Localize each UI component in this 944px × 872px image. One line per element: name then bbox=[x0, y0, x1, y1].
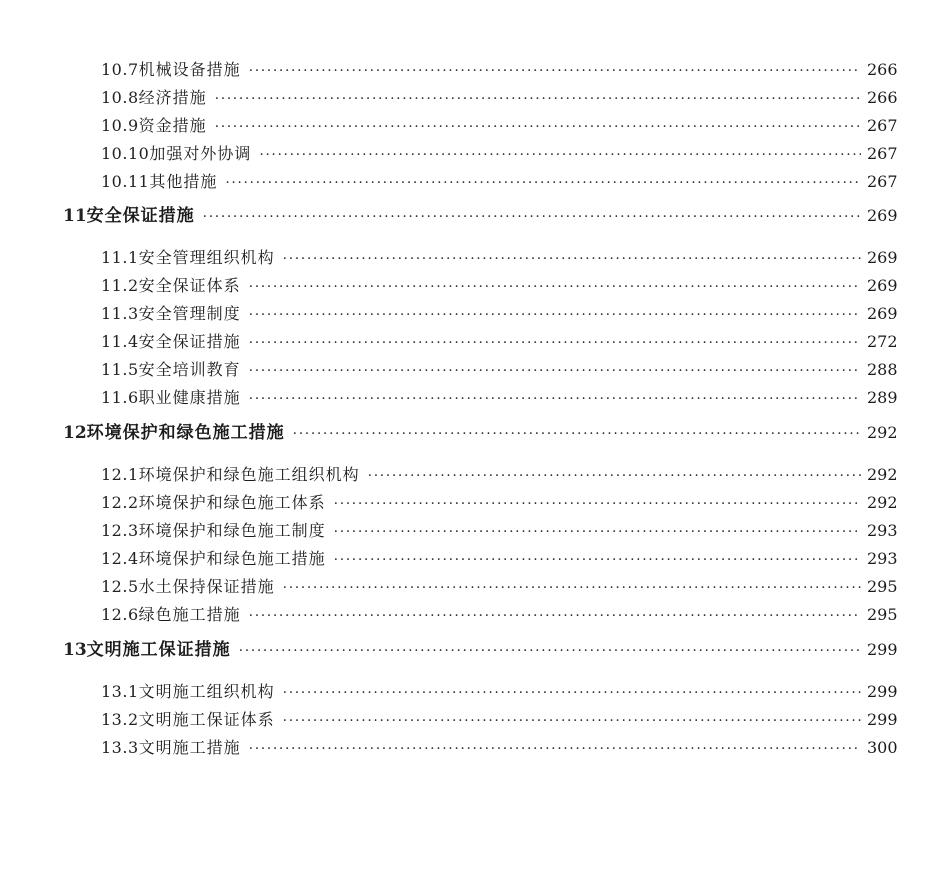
page-number: 269 bbox=[867, 206, 898, 225]
section-number: 12.1 bbox=[101, 465, 139, 484]
page-number: 299 bbox=[867, 640, 898, 659]
section-title: 环境保护和绿色施工组织机构 bbox=[138, 465, 360, 484]
toc-entry-12-4[interactable] bbox=[0, 545, 944, 573]
section-number: 12.3 bbox=[101, 521, 139, 540]
dot-leader bbox=[334, 518, 861, 546]
section-number: 12.5 bbox=[101, 577, 139, 596]
toc-entry-11-1[interactable] bbox=[0, 244, 944, 272]
section-number: 10.9 bbox=[101, 116, 139, 135]
section-number: 10.8 bbox=[101, 88, 139, 107]
dot-leader bbox=[293, 420, 861, 448]
dot-leader bbox=[249, 301, 861, 329]
dot-leader bbox=[249, 357, 861, 385]
section-number: 10.11 bbox=[101, 172, 150, 191]
page-number: 295 bbox=[867, 577, 898, 596]
section-title: 文明施工组织机构 bbox=[138, 682, 275, 701]
table-of-contents bbox=[0, 56, 944, 762]
toc-chapter-13[interactable] bbox=[0, 636, 944, 664]
section-number: 11.6 bbox=[101, 388, 139, 407]
dot-leader bbox=[215, 85, 861, 113]
page-number: 288 bbox=[867, 360, 898, 379]
section-number: 10.10 bbox=[101, 144, 150, 163]
section-title: 水土保持保证措施 bbox=[138, 577, 275, 596]
page-number: 267 bbox=[867, 172, 898, 191]
dot-leader bbox=[283, 679, 861, 707]
dot-leader bbox=[334, 490, 861, 518]
section-title: 其他措施 bbox=[149, 172, 218, 191]
section-title: 职业健康措施 bbox=[138, 388, 241, 407]
toc-entry-11-2[interactable] bbox=[0, 272, 944, 300]
dot-leader bbox=[249, 57, 861, 85]
dot-leader bbox=[283, 245, 861, 273]
toc-entry-11-6[interactable] bbox=[0, 384, 944, 412]
toc-entry-13-3[interactable] bbox=[0, 734, 944, 762]
chapter-number: 12 bbox=[63, 423, 87, 443]
section-title: 安全保证体系 bbox=[138, 276, 241, 295]
toc-entry-13-1[interactable] bbox=[0, 678, 944, 706]
toc-chapter-11[interactable] bbox=[0, 202, 944, 230]
chapter-title: 环境保护和绿色施工措施 bbox=[86, 423, 285, 443]
chapter-number: 11 bbox=[63, 206, 87, 226]
section-number: 10.7 bbox=[101, 60, 139, 79]
page-number: 292 bbox=[867, 465, 898, 484]
section-title: 安全管理组织机构 bbox=[138, 248, 275, 267]
section-number: 11.1 bbox=[101, 248, 139, 267]
chapter-number: 13 bbox=[63, 640, 87, 660]
page-number: 292 bbox=[867, 423, 898, 442]
dot-leader bbox=[259, 141, 861, 169]
page-number: 299 bbox=[867, 682, 898, 701]
toc-entry-12-6[interactable] bbox=[0, 601, 944, 629]
toc-entry-11-5[interactable] bbox=[0, 356, 944, 384]
dot-leader bbox=[368, 462, 861, 490]
section-number: 11.2 bbox=[101, 276, 139, 295]
dot-leader bbox=[283, 574, 861, 602]
toc-entry-13-2[interactable] bbox=[0, 706, 944, 734]
dot-leader bbox=[249, 329, 861, 357]
section-title: 环境保护和绿色施工制度 bbox=[138, 521, 326, 540]
toc-entry-10-10[interactable] bbox=[0, 140, 944, 168]
section-title: 文明施工保证体系 bbox=[138, 710, 275, 729]
page-number: 292 bbox=[867, 493, 898, 512]
dot-leader bbox=[334, 546, 861, 574]
page-number: 267 bbox=[867, 144, 898, 163]
toc-entry-10-9[interactable] bbox=[0, 112, 944, 140]
page-number: 300 bbox=[867, 738, 898, 757]
toc-entry-11-4[interactable] bbox=[0, 328, 944, 356]
dot-leader bbox=[283, 707, 861, 735]
section-title: 环境保护和绿色施工措施 bbox=[138, 549, 326, 568]
toc-entry-11-3[interactable] bbox=[0, 300, 944, 328]
toc-entry-12-3[interactable] bbox=[0, 517, 944, 545]
page-number: 269 bbox=[867, 304, 898, 323]
dot-leader bbox=[249, 735, 861, 763]
section-title: 资金措施 bbox=[138, 116, 207, 135]
dot-leader bbox=[203, 203, 861, 231]
section-number: 11.4 bbox=[101, 332, 139, 351]
page-number: 267 bbox=[867, 116, 898, 135]
section-number: 13.3 bbox=[101, 738, 139, 757]
section-number: 12.4 bbox=[101, 549, 139, 568]
chapter-title: 安全保证措施 bbox=[86, 206, 195, 226]
section-title: 加强对外协调 bbox=[149, 144, 252, 163]
page-number: 299 bbox=[867, 710, 898, 729]
section-number: 11.3 bbox=[101, 304, 139, 323]
section-title: 安全培训教育 bbox=[138, 360, 241, 379]
page-number: 269 bbox=[867, 248, 898, 267]
page-number: 272 bbox=[867, 332, 898, 351]
page-number: 266 bbox=[867, 60, 898, 79]
page-number: 293 bbox=[867, 521, 898, 540]
section-number: 12.2 bbox=[101, 493, 139, 512]
dot-leader bbox=[249, 273, 861, 301]
page-number: 295 bbox=[867, 605, 898, 624]
section-title: 机械设备措施 bbox=[138, 60, 241, 79]
dot-leader bbox=[239, 637, 861, 665]
section-number: 11.5 bbox=[101, 360, 139, 379]
toc-entry-10-8[interactable] bbox=[0, 84, 944, 112]
toc-entry-10-7[interactable] bbox=[0, 56, 944, 84]
section-number: 13.1 bbox=[101, 682, 139, 701]
section-title: 经济措施 bbox=[138, 88, 207, 107]
chapter-title: 文明施工保证措施 bbox=[86, 640, 231, 660]
dot-leader bbox=[249, 602, 861, 630]
toc-entry-12-5[interactable] bbox=[0, 573, 944, 601]
dot-leader bbox=[249, 385, 861, 413]
dot-leader bbox=[215, 113, 861, 141]
section-title: 安全管理制度 bbox=[138, 304, 241, 323]
page-number: 269 bbox=[867, 276, 898, 295]
section-title: 环境保护和绿色施工体系 bbox=[138, 493, 326, 512]
dot-leader bbox=[225, 169, 861, 197]
section-title: 安全保证措施 bbox=[138, 332, 241, 351]
toc-entry-12-1[interactable] bbox=[0, 461, 944, 489]
toc-entry-12-2[interactable] bbox=[0, 489, 944, 517]
toc-chapter-12[interactable] bbox=[0, 419, 944, 447]
section-number: 13.2 bbox=[101, 710, 139, 729]
section-title: 绿色施工措施 bbox=[138, 605, 241, 624]
page-number: 266 bbox=[867, 88, 898, 107]
page-number: 289 bbox=[867, 388, 898, 407]
section-title: 文明施工措施 bbox=[138, 738, 241, 757]
toc-entry-10-11[interactable] bbox=[0, 168, 944, 196]
page-number: 293 bbox=[867, 549, 898, 568]
section-number: 12.6 bbox=[101, 605, 139, 624]
